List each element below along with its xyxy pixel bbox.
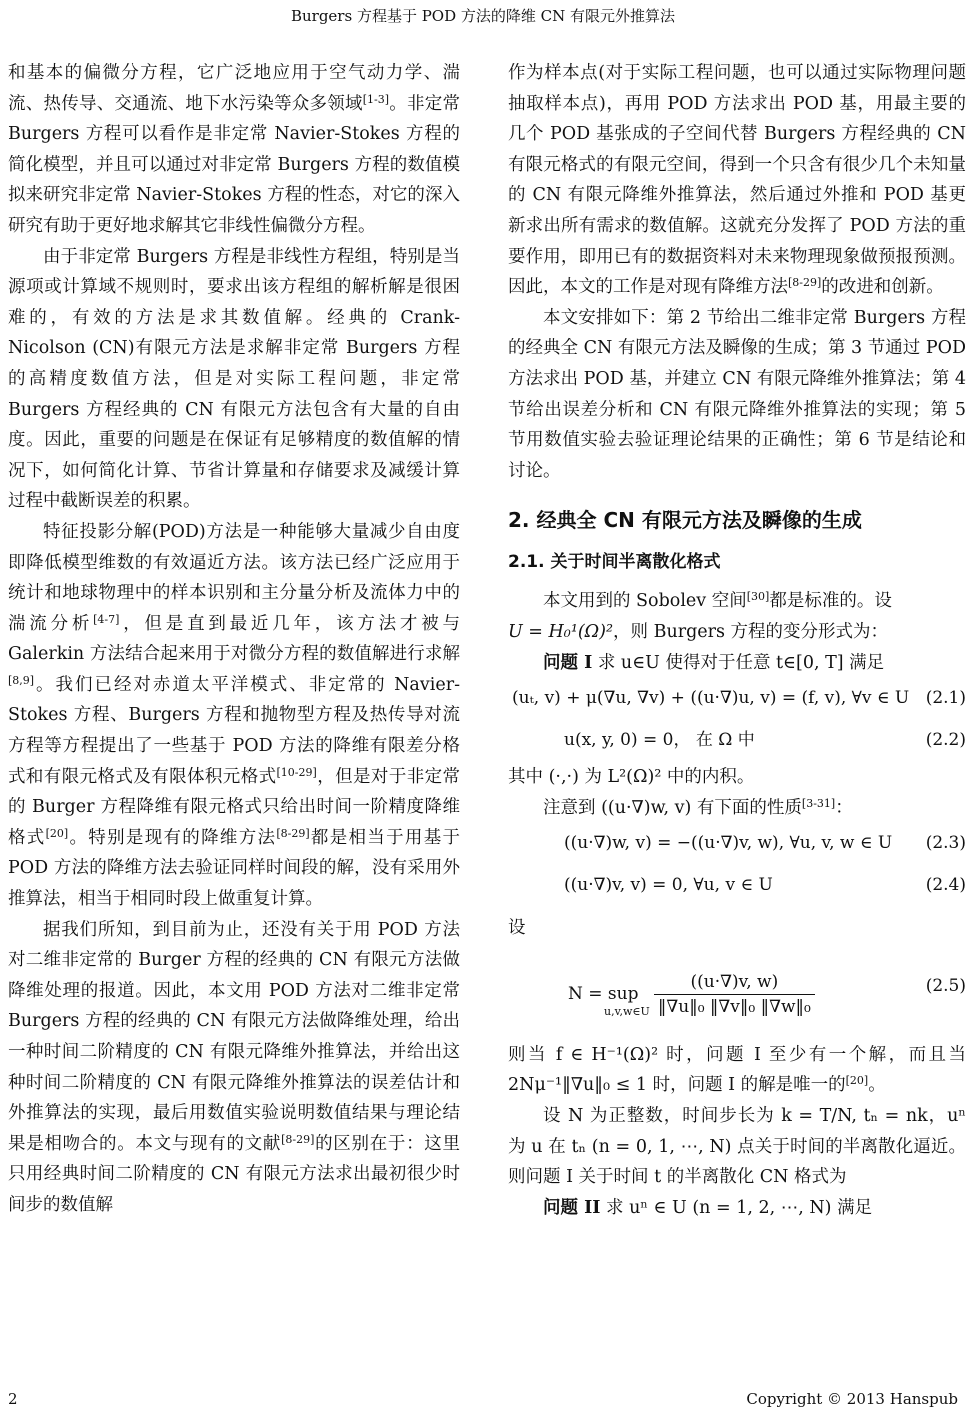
left-column xyxy=(8,58,460,1221)
paragraph: 本文用到的 Sobolev 空间[30]都是标准的。设 U = H₀¹(Ω)²，则 Burgers 方程的变分形式为： xyxy=(508,590,892,642)
paragraph: 设 xyxy=(508,918,526,939)
paragraph: 特征投影分解(POD)方法是一种能够大量减少自由度即降低模型维数的有效逼近方法。该方法已经广泛应用于统计和地球物理中的样本识别和主分量分析及流体力中的湍流分析[4-7]，但是直到最近几年，该方法才被与 Galerkin 方法结合起来用于对微分方程的数值解进行求解[8,9]。我们已经对赤道太平洋模式、非定常的 Navier-Stokes 方程、Burgers 方程和抛物型方程及热传导对流方程等方程提出了一些基于 POD 方法的降维有限差分格式和有限元格式及有限体积元格式[10-29]，但是对于非定常的 Burger 方程降维有限元格式只给出时间一阶精度降维格式[20]。特别是现有的降维方法[8-29]都是相当于用基于 POD 方法的降维方法去验证同样时间段的解，没有采用外推算法，相当于相同时段上做重复计算。 xyxy=(8,521,461,910)
paragraph: 其中 (·,·) 为 L²(Ω)² 中的内积。 xyxy=(508,767,755,788)
equation-2-4: ((u·∇)v, v) = 0, ∀u, v ∈ U (2.4) xyxy=(564,875,966,896)
section-heading: 2. 经典全 CN 有限元方法及瞬像的生成 xyxy=(508,508,862,533)
problem-statement: 问题 II 求 uⁿ ∈ U (n = 1, 2, ⋯, N) 满足 xyxy=(543,1197,873,1218)
paragraph: 注意到 ((u·∇)w, v) 有下面的性质[3-31]： xyxy=(543,796,853,818)
paragraph: 和基本的偏微分方程，它广泛地应用于空气动力学、湍流、热传导、交通流、地下水污染等众多领域[1-3]。非定常 Burgers 方程可以看作是非定常 Navier-Stokes 方程的简化模型，并且可以通过对非定常 Burgers 方程的数值模拟来研究非定常 Navier-Stokes 方程的性态，对它的深入研究有助于更好地求解其它非线性偏微分方程。 xyxy=(8,63,461,236)
running-header: Burgers 方程基于 POD 方法的降维 CN 有限元外推算法 xyxy=(290,7,676,25)
equation-2-1: (uₜ, v) + μ(∇u, ∇v) + ((u·∇)u, v) = (f, v), ∀v ∈ U (2.1) xyxy=(512,688,966,709)
right-column xyxy=(508,58,966,1223)
paragraph: 则当 f ∈ H⁻¹(Ω)² 时，问题 I 至少有一个解，而且当 2Nμ⁻¹‖∇u‖₀ ≤ 1 时，问题 I 的解是唯一的[20]。 xyxy=(508,1044,966,1096)
subsection-heading: 2.1. 关于时间半离散化格式 xyxy=(508,552,721,573)
equation-2-3: ((u·∇)w, v) = −((u·∇)v, w), ∀u, v, w ∈ U (2.3) xyxy=(564,833,966,854)
equation-2-5: N = sup $\frac{((u\cdot\nabla)v, w)}{\text{‖∇u‖₀ ‖∇v‖₀ ‖∇w‖₀}}$ u,v,w∈U (2.5) xyxy=(568,971,966,1018)
page-number: 2 xyxy=(8,1390,18,1408)
equation-2-2: u(x, y, 0) = 0， 在 Ω 中 (2.2) xyxy=(564,730,966,751)
copyright-notice: Copyright © 2013 Hanspub xyxy=(746,1390,958,1408)
paragraph: 由于非定常 Burgers 方程是非线性方程组，特别是当源项或计算域不规则时，要求出该方程组的解析解是很困难的，有效的方法是求其数值解。经典的 Crank-Nicolson (CN)有限元方法是求解非定常 Burgers 方程的高精度数值方法，但是对实际工程问题，非定常 Burgers 方程经典的 CN 有限元方法包含有大量的自由度。因此，重要的问题是在保证有足够精度的数值解的情况下，如何简化计算、节省计算量和存储要求及减缓计算过程中截断误差的积累。 xyxy=(8,246,460,512)
paragraph: 据我们所知，到目前为止，还没有关于用 POD 方法对二维非定常的 Burger 方程的经典的 CN 有限元方法做降维处理的报道。因此，本文用 POD 方法对二维非定常 Burgers 方程的经典的 CN 有限元方法做降维处理，给出一种时间二阶精度的 CN 有限元降维外推算法，并给出这种时间二阶精度的 CN 有限元降维外推算法的误差估计和外推算法的实现，最后用数值实验说明数值结果与理论结果是相吻合的。本文与现有的文献[8-29]的区别在于：这里只用经典时间二阶精度的 CN 有限元方法求出最初很少时间步的数值解 xyxy=(8,919,461,1215)
paragraph: 本文安排如下：第 2 节给出二维非定常 Burgers 方程的经典全 CN 有限元方法及瞬像的生成；第 3 节通过 POD 方法求出 POD 基，并建立 CN 有限元降维外推算法；第 4 节给出误差分析和 CN 有限元降维外推算法的实现；第 5 节用数值实验去验证理论结果的正确性；第 6 节是结论和讨论。 xyxy=(508,307,966,481)
paragraph: 设 N 为正整数，时间步长为 k = T/N, tₙ = nk，uⁿ 为 u 在 tₙ (n = 0, 1, ⋯, N) 点关于时间的半离散化逼近。则问题 I 关于时间 t 的半离散化 CN 格式为 xyxy=(508,1106,966,1188)
paragraph: 作为样本点(对于实际工程问题，也可以通过实际物理问题抽取样本点)，再用 POD 方法求出 POD 基，用最主要的几个 POD 基张成的子空间代替 Burgers 方程经典的 CN 有限元格式的有限元空间，得到一个只含有很少几个未知量的 CN 有限元降维外推算法，然后通过外推和 POD 基更新求出所有需求的数值解。这就充分发挥了 POD 方法的重要作用，即用已有的数据资料对未来物理现象做预报预测。因此，本文的工作是对现有降维方法[8-29]的改进和创新。 xyxy=(508,63,966,298)
problem-statement: 问题 I 求 u∈U 使得对于任意 t∈[0, T] 满足 xyxy=(543,652,885,673)
